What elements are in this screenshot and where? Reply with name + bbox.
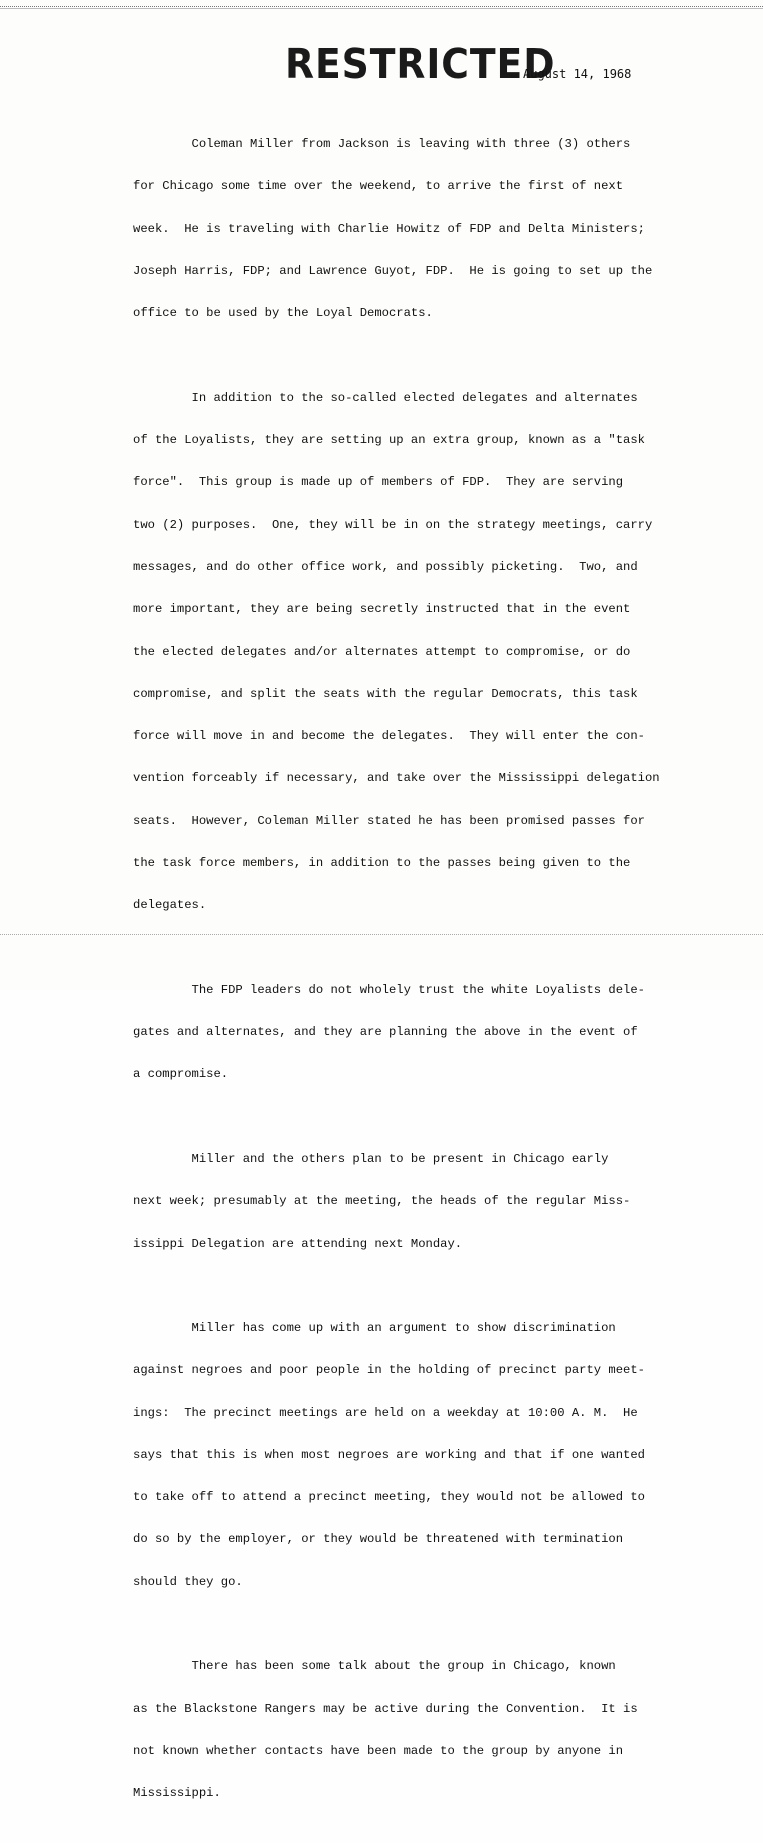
text-line: Coleman Miller from Jackson is leaving with three (3) others — [133, 137, 631, 152]
text-line: to take off to attend a precinct meeting, they would not be allowed to — [133, 1490, 645, 1505]
paragraph — [133, 1124, 653, 1279]
text-line: gates and alternates, and they are planning the above in the event of — [133, 1025, 638, 1040]
text-line: Joseph Harris, FDP; and Lawrence Guyot, FDP. He is going to set up the — [133, 264, 653, 279]
paragraph — [133, 955, 653, 1110]
document-body — [133, 109, 660, 1843]
text-line: force will move in and become the delegates. They will enter the con- — [133, 729, 645, 744]
paragraph — [133, 1293, 653, 1617]
text-line: Miller and the others plan to be present in Chicago early — [133, 1151, 609, 1166]
text-line: In addition to the so-called elected delegates and alternates — [133, 390, 638, 405]
paragraph — [133, 1631, 653, 1828]
text-line: seats. However, Coleman Miller stated he has been promised passes for — [133, 813, 645, 828]
text-line: Mississippi. — [133, 1786, 221, 1801]
text-line: do so by the employer, or they would be threatened with termination — [133, 1532, 624, 1547]
text-line: messages, and do other office work, and possibly picketing. Two, and — [133, 560, 638, 574]
text-line: a compromise. — [133, 1067, 229, 1082]
text-line: vention forceably if necessary, and take over the Mississippi delegation — [133, 771, 660, 786]
text-line: week. He is traveling with Charlie Howitz of FDP and Delta Ministers; — [133, 221, 645, 236]
restricted-stamp: RESTRICTED — [285, 40, 556, 88]
text-line: as the Blackstone Rangers may be active during the Convention. It is — [133, 1701, 638, 1716]
scan-top-border — [0, 0, 763, 7]
text-line: of the Loyalists, they are setting up an extra group, known as a "task — [133, 433, 645, 448]
text-line: against negroes and poor people in the holding of precinct party meet- — [133, 1363, 645, 1378]
paragraph — [133, 363, 660, 941]
text-line: There has been some talk about the group in Chicago, known — [133, 1659, 616, 1674]
scan-top-line — [0, 8, 763, 9]
text-line: the elected delegates and/or alternates attempt to compromise, or do — [133, 644, 631, 659]
text-line: delegates. — [133, 898, 207, 913]
document-date: August 14, 1968 — [523, 67, 632, 81]
text-line: next week; presumably at the meeting, the heads of the regular Miss- — [133, 1194, 631, 1209]
text-line: more important, they are being secretly instructed that in the event — [133, 602, 631, 617]
text-line: The FDP leaders do not wholely trust the white Loyalists dele- — [133, 982, 645, 997]
scan-bottom-noise — [0, 934, 763, 935]
text-line: says that this is when most negroes are working and that if one wanted — [133, 1447, 645, 1462]
text-line: compromise, and split the seats with the regular Democrats, this task — [133, 686, 638, 701]
text-line: the task force members, in addition to the passes being given to the — [133, 855, 631, 870]
paragraph — [133, 109, 653, 349]
text-line: office to be used by the Loyal Democrats. — [133, 306, 433, 321]
text-line: force". This group is made up of members of FDP. They are serving — [133, 475, 624, 490]
text-line: for Chicago some time over the weekend, to arrive the first of next — [133, 179, 624, 194]
text-line: should they go. — [133, 1574, 243, 1589]
text-line: not known whether contacts have been made to the group by anyone in — [133, 1743, 624, 1758]
text-line: Miller has come up with an argument to show discrimination — [133, 1321, 616, 1336]
text-line: issippi Delegation are attending next Monday. — [133, 1236, 463, 1251]
text-line: two (2) purposes. One, they will be in on the strategy meetings, carry — [133, 517, 653, 532]
text-line: ings: The precinct meetings are held on a weekday at 10:00 A. M. He — [133, 1405, 638, 1420]
